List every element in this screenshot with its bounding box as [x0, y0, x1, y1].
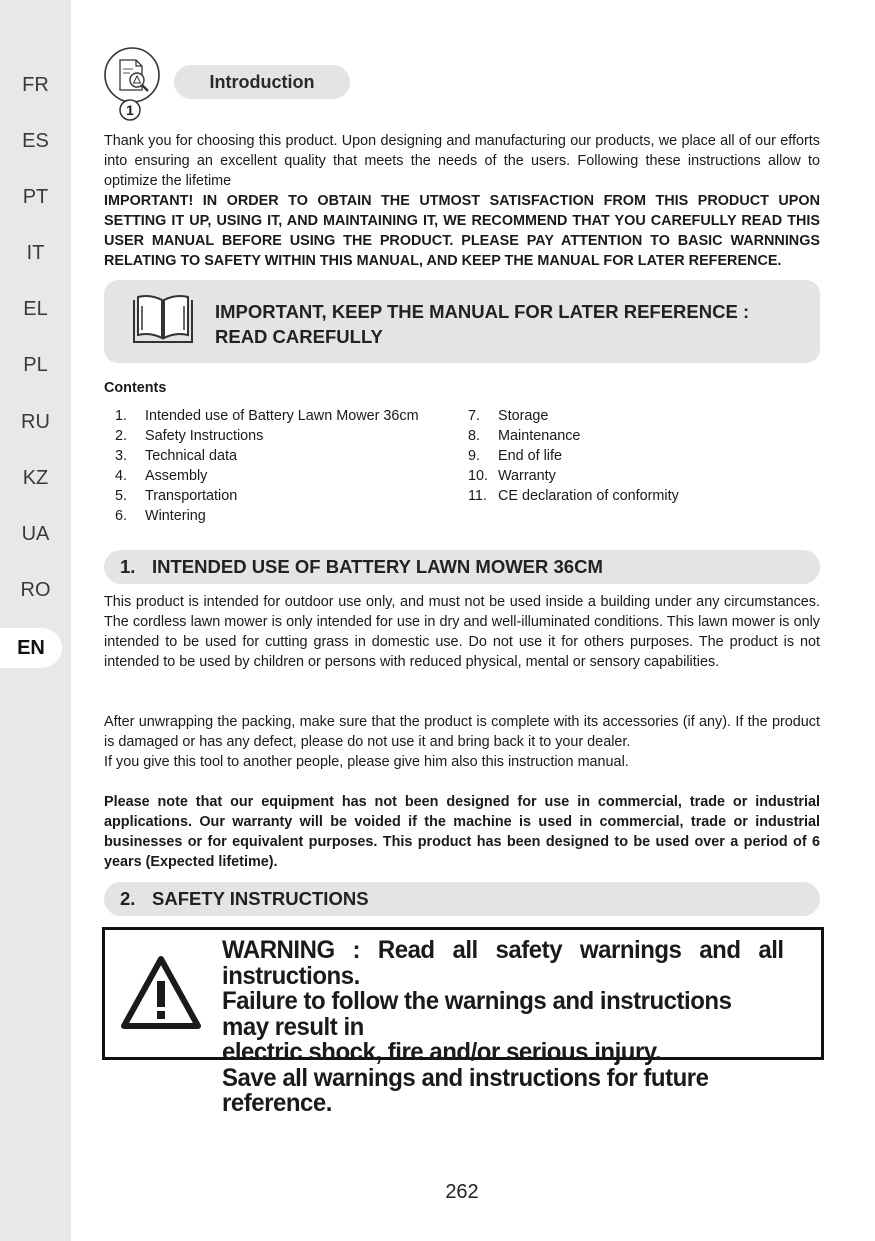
important-paragraph: IMPORTANT! IN ORDER TO OBTAIN THE UTMOST SATISFACTION FROM THIS PRODUCT UPON SETTING IT UP, USING IT, AND MAINTAINING IT, WE RECOMMEND THAT YOU CAREFULLY READ THIS USER MANUAL BEFORE USING THE PRODUCT. PLEASE PAY ATTENTION TO BASIC WARNNINGS RELATING TO SAFETY WITHIN THIS MANUAL, AND KEEP THE MANUAL FOR LATER REFERENCE. — [104, 193, 820, 269]
toc-item[interactable]: 11. CE declaration of conformity — [468, 488, 679, 504]
lang-tab-it[interactable]: IT — [26, 242, 45, 264]
warning-line: Failure to follow the warnings and instructions may result in — [222, 987, 732, 1041]
section-1-notice: Please note that our equipment has not been designed for use in commercial, trade or industrial applications. Our warranty will be voided if the machine is used in commercial, trade or industrial businesses or for equivalent purposes. This product has been designed to be used over a period of 6 years (Expected lifetime). — [104, 794, 820, 870]
toc-item[interactable]: 8. Maintenance — [468, 428, 581, 444]
lang-tab-pl[interactable]: PL — [23, 354, 48, 376]
warning-triangle-icon — [121, 955, 201, 1030]
page-number: 262 — [445, 1181, 479, 1203]
lang-tab-en-active[interactable]: EN — [0, 628, 62, 668]
toc-item[interactable]: 6. Wintering — [115, 508, 206, 524]
safety-warning-text — [222, 938, 784, 1117]
section-1-paragraph: This product is intended for outdoor use only, and must not be used inside a building under any circumstances. The cordless lawn mower is only intended for use in dry and well-illuminated conditions. This lawn mower is only intended to be used for cutting grass in domestic use. Do not use it for others purposes. The product is not intended to be used by children or persons with reduced physical, mental or sensory capabilities. — [104, 594, 820, 670]
toc-item[interactable]: 9. End of life — [468, 448, 562, 464]
language-sidebar — [0, 0, 71, 1241]
lang-tab-ru[interactable]: RU — [21, 411, 50, 433]
step-badge-number: 1 — [126, 102, 134, 118]
intro-paragraph: Thank you for choosing this product. Upon designing and manufacturing our products, we place all of our efforts into ensuring an excellent quality that meets the needs of the users. Following these instructions allow to optimize the lifetime — [104, 133, 820, 189]
manual-notice-box — [104, 280, 820, 363]
warning-line: electric shock, fire and/or serious injury. — [222, 1038, 662, 1066]
warning-line: Save all warnings and instructions for future reference. — [222, 1063, 709, 1117]
manual-notice-text: IMPORTANT, KEEP THE MANUAL FOR LATER REFERENCE : READ CAREFULLY — [215, 301, 750, 347]
lang-tab-ua[interactable]: UA — [21, 523, 50, 545]
section-1-paragraph: After unwrapping the packing, make sure that the product is complete with its accessories (if any). If the product is damaged or has any defect, please do not use it and bring back it to your dealer. — [104, 714, 820, 750]
section-2-heading: 2. SAFETY INSTRUCTIONS — [104, 882, 820, 916]
section-1-paragraph: If you give this tool to another people, please give him also this instruction manual. — [104, 754, 629, 770]
lang-tab-es[interactable]: ES — [22, 130, 49, 152]
lang-tab-pt[interactable]: PT — [22, 186, 49, 208]
introduction-heading: Introduction — [174, 65, 350, 99]
lang-tab-fr[interactable]: FR — [22, 74, 49, 96]
lang-tab-ro[interactable]: RO — [20, 579, 51, 601]
toc-item[interactable]: 2. Safety Instructions — [115, 428, 264, 444]
lang-tab-el[interactable]: EL — [23, 298, 48, 320]
open-book-icon — [132, 294, 194, 346]
warning-line: WARNING : Read all safety warnings and all instructions. — [222, 936, 784, 990]
toc-item[interactable]: 7. Storage — [468, 408, 549, 424]
section-1-heading: 1. INTENDED USE OF BATTERY LAWN MOWER 36CM — [104, 550, 820, 584]
toc-item[interactable]: 1. Intended use of Battery Lawn Mower 36cm — [115, 408, 419, 424]
toc-item[interactable]: 3. Technical data — [115, 448, 237, 464]
safety-warning-box — [102, 927, 824, 1117]
lang-tab-kz[interactable]: KZ — [22, 467, 49, 489]
contents-title: Contents — [104, 380, 167, 396]
toc-item[interactable]: 10. Warranty — [468, 468, 556, 484]
toc-item[interactable]: 5. Transportation — [115, 488, 238, 504]
toc-item[interactable]: 4. Assembly — [115, 468, 208, 484]
